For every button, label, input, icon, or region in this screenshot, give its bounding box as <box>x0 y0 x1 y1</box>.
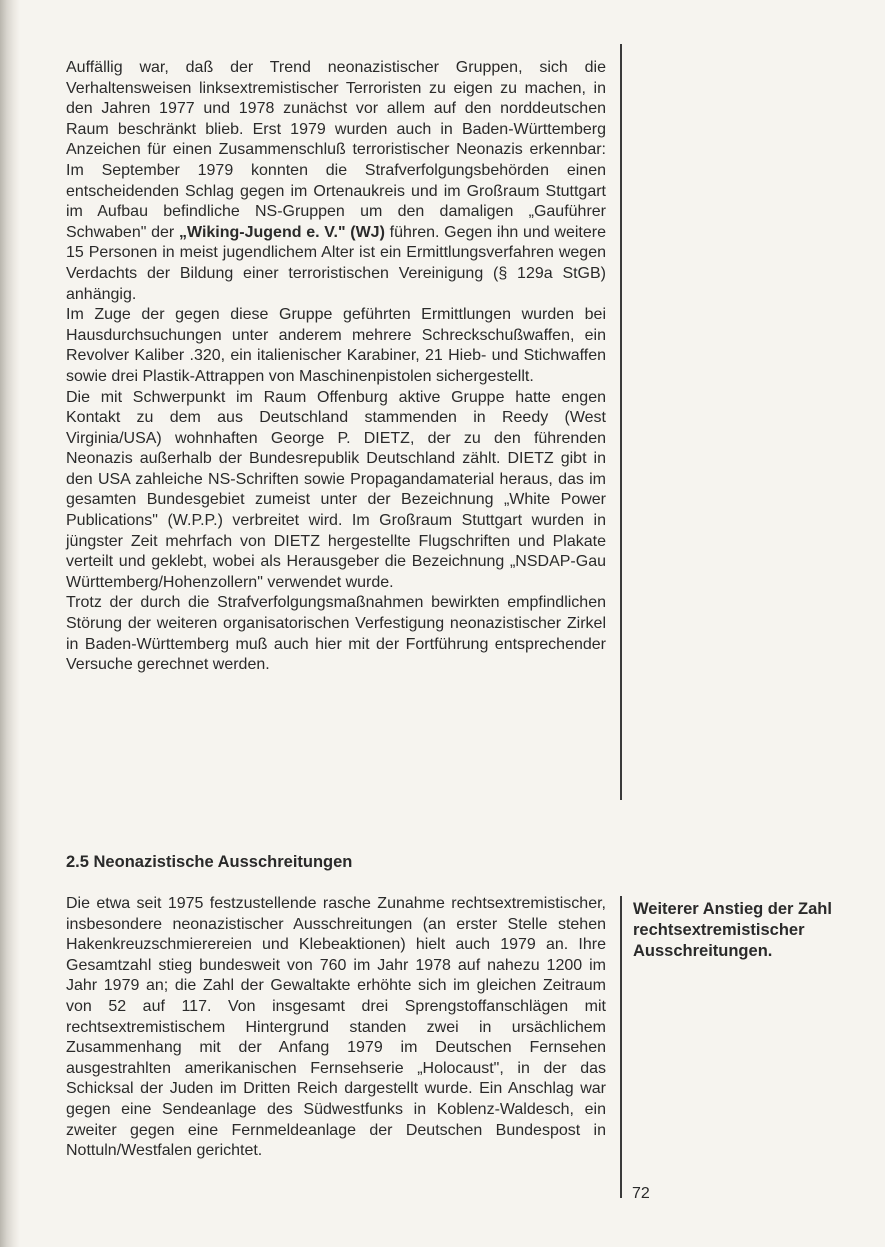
paragraph: Die etwa seit 1975 festzustellende rasche Zunahme rechtsextremistischer, insbesondere neonazistischer Ausschreitungen (an erster Stelle stehen Hakenkreuzschmierereien und Klebeaktionen) hielt auch 1979 an. Ihre Gesamtzahl stieg bundesweit von 760 im Jahr 1978 auf nahezu 1200 im Jahr 1979 an; die Zahl der Gewaltakte erhöhte sich im gleichen Zeitraum von 52 auf 117. Von insgesamt drei Sprengstoffanschlägen mit rechtsextremistischem Hintergrund standen zwei in ursächlichem Zusammenhang mit der Anfang 1979 im Deutschen Fernsehen ausgestrahlten amerikanischen Fernsehserie „Holocaust", in der das Schicksal der Juden im Dritten Reich dargestellt wurde. Ein Anschlag war gegen eine Sendeanlage des Südwestfunks in Koblenz-Waldesch, ein zweiter gegen eine Fernmeldeanlage der Deutschen Bundespost in Nottuln/Westfalen gerichtet. <box>66 895 606 1160</box>
margin-note: Weiterer Anstieg der Zahl rechtsextremistischer Ausschreitungen. <box>633 900 832 960</box>
page-binding-edge <box>0 0 20 1247</box>
section-text-upper <box>66 58 606 676</box>
paragraph: Trotz der durch die Strafverfolgungsmaßnahmen bewirkten empfindlichen Störung der weiteren organisatorischen Verfestigung neonazistischer Zirkel in Baden-Württemberg muß auch hier mit der Fortführung entsprechender Versuche gerechnet werden. <box>66 594 606 674</box>
organization-name: „Wiking-Jugend e. V." (WJ) <box>178 223 385 241</box>
section-text-lower <box>66 894 606 1162</box>
margin-rule-lower <box>620 896 622 1198</box>
section-heading: 2.5 Neonazistische Ausschreitungen <box>66 853 353 871</box>
paragraph: Im Zuge der gegen diese Gruppe geführten Ermittlungen wurden bei Hausdurchsuchungen unter anderem mehrere Schreckschußwaffen, ein Revolver Kaliber .320, ein italienischer Karabiner, 21 Hieb- und Stichwaffen sowie drei Plastik-Attrappen von Maschinenpistolen sichergestellt. <box>66 306 606 385</box>
paragraph: Die mit Schwerpunkt im Raum Offenburg aktive Gruppe hatte engen Kontakt zu dem aus Deutschland stammenden in Reedy (West Virginia/USA) wohnhaften George P. DIETZ, der zu den führenden Neonazis außerhalb der Bundesrepublik Deutschland zählt. DIETZ gibt in den USA zahleiche NS-Schriften sowie Propagandamaterial heraus, das im gesamten Bundesgebiet zumeist unter der Bezeichnung „White Power Publications" (W.P.P.) verbreitet wird. Im Großraum Stuttgart wurden in jüngster Zeit mehrfach von DIETZ hergestellte Flugschriften und Plakate verteilt und geklebt, wobei als Herausgeber die Bezeichnung „NSDAP-Gau Württemberg/Hohenzollern" verwendet wurde. <box>66 388 606 591</box>
margin-rule-upper <box>620 44 622 800</box>
paragraph: Auffällig war, daß der Trend neonazistischer Gruppen, sich die Verhaltensweisen linksextremistischer Terroristen zu eigen zu machen, in den Jahren 1977 und 1978 zunächst vor allem auf den norddeutschen Raum beschränkt blieb. Erst 1979 wurden auch in Baden-Württemberg Anzeichen für einen Zusammenschluß terroristischer Neonazis erkennbar: Im September 1979 konnten die Strafverfolgungsbehörden einen entscheidenden Schlag gegen im Ortenaukreis und im Großraum Stuttgart im Aufbau befindliche NS-Gruppen um den damaligen „Gauführer Schwaben" der „Wiking-Jugend e. V." (WJ) führen. Gegen ihn und weitere 15 Personen in meist jugendlichem Alter ist ein Ermittlungsverfahren wegen Verdachts der Bildung einer terroristischen Vereinigung (§ 129a StGB) anhängig. <box>66 59 607 303</box>
page-number: 72 <box>632 1185 650 1202</box>
